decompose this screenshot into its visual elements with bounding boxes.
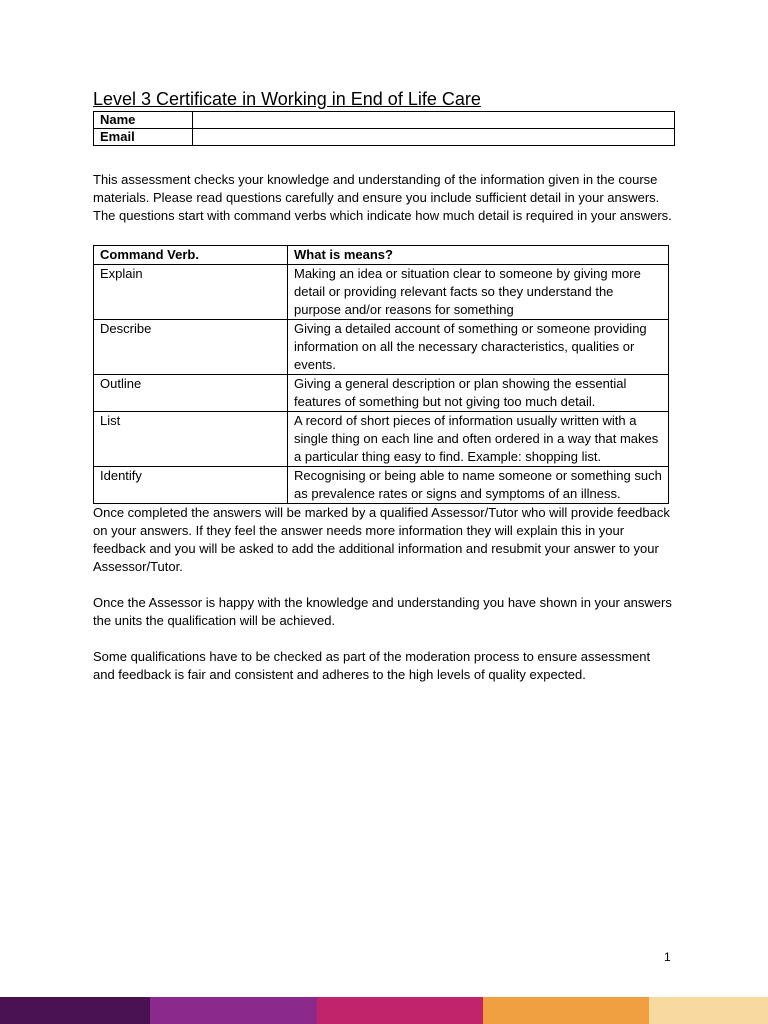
meaning-cell: Giving a detailed account of something or someone providing information on all the necessary characteristics, qualities or events. <box>288 320 669 375</box>
document-page <box>93 88 675 684</box>
name-row <box>94 112 675 129</box>
marking-paragraph: Once completed the answers will be marked by a qualified Assessor/Tutor who will provide feedback on your answers. If they feel the answer needs more information they will explain this in your feedback and you will be asked to add the additional information and resubmit your answer to your Assessor/Tutor. <box>93 505 670 574</box>
table-row <box>94 265 669 320</box>
header-meaning: What is means? <box>288 246 669 265</box>
achievement-paragraph: Once the Assessor is happy with the knowledge and understanding you have shown in your answers the units the qualification will be achieved. <box>93 595 672 628</box>
email-field[interactable] <box>193 129 675 146</box>
moderation-paragraph: Some qualifications have to be checked as part of the moderation process to ensure assessment and feedback is fair and consistent and adheres to the high levels of quality expected. <box>93 649 651 682</box>
meaning-cell: A record of short pieces of information usually written with a single thing on each line and often ordered in a way that makes a particular thing easy to find. Example: shopping list. <box>288 412 669 467</box>
command-verb-table <box>93 245 669 504</box>
verb-cell: Describe <box>94 320 288 375</box>
footer-stripe-2 <box>150 997 317 1024</box>
email-row <box>94 129 675 146</box>
meaning-cell: Giving a general description or plan showing the essential features of something but not giving too much detail. <box>288 375 669 412</box>
table-row <box>94 467 669 504</box>
verb-cell: List <box>94 412 288 467</box>
header-command-verb: Command Verb. <box>94 246 288 265</box>
verb-cell: Outline <box>94 375 288 412</box>
name-field[interactable] <box>193 112 675 129</box>
footer-stripe-4 <box>483 997 649 1024</box>
verb-cell: Explain <box>94 265 288 320</box>
meaning-cell: Recognising or being able to name someone or something such as prevalence rates or signs and symptoms of an illness. <box>288 467 669 504</box>
table-row <box>94 320 669 375</box>
intro-paragraph-2: The questions start with command verbs which indicate how much detail is required in your answers. <box>93 208 672 223</box>
table-header-row <box>94 246 669 265</box>
email-label: Email <box>94 129 193 146</box>
name-label: Name <box>94 112 193 129</box>
intro-text <box>93 171 675 225</box>
learner-info-table <box>93 111 675 146</box>
table-row <box>94 375 669 412</box>
page-number: 1 <box>664 950 671 964</box>
meaning-cell: Making an idea or situation clear to someone by giving more detail or providing relevant facts so they understand the purpose and/or reasons for something <box>288 265 669 320</box>
verb-cell: Identify <box>94 467 288 504</box>
table-row <box>94 412 669 467</box>
document-title: Level 3 Certificate in Working in End of Life Care <box>93 89 481 109</box>
footer-stripe-5 <box>649 997 768 1024</box>
intro-paragraph-1: This assessment checks your knowledge and understanding of the information given in the course materials. Please read questions carefully and ensure you include sufficient detail in your answers. <box>93 172 660 205</box>
footer-stripe-3 <box>317 997 483 1024</box>
footer-stripe-1 <box>0 997 150 1024</box>
